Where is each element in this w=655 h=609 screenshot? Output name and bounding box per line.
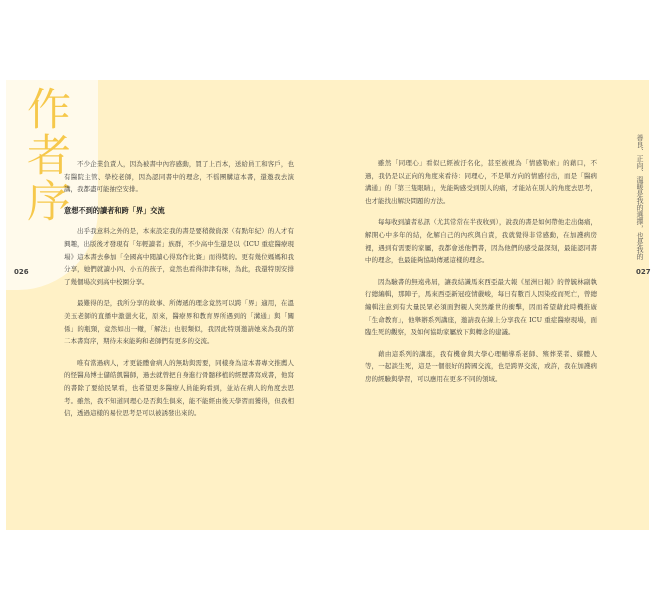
left-page [6,80,328,530]
paragraph: 雖然「同理心」看似已經被汙名化，甚至被視為「情感勒索」的藉口，不過，我仍是以正向的角度來看待：同理心，不是單方向的情感付出，而是「醫病溝通」的「第三隻眼睛」，先能夠感受到別人的痛，才能站在別人的角度去思考，也才能找出解決問題的方法。 [365,159,597,205]
left-body-text [64,158,294,429]
page-number-right: 027 [636,268,651,276]
paragraph: 唯有當過病人，才更能體會病人的無助與需要，同樣身為這本書專文推薦人的怪醫烏博士儲皓凱醫師，過去就曾把自身進行骨髓移植的經歷書寫成書，他寫的書除了要給民眾看，也希望更多醫療人員能夠看到，並站在病人的角度去思考。雖然，我不知道同理心是否與生俱來，能不能經由後天學習而獲得，但我相信，透過這樣的易位思考是可以被誘發出來的。 [64,358,294,418]
paragraph: 每每收到讀者私訊（尤其常常在半夜收到），說我的書是如何帶他走出傷痛，解開心中多年的結，化解自己的內疚與自責，我就覺得非常感動，在加護病房裡，遇到有需要的家屬，我都會送他們書，因為他們的感受最深刻，最能認同書中的理念，也最能夠協助傳遞這樣的理念。 [365,218,597,265]
section-heading: 意想不到的讀者和跨「界」交流 [64,205,165,215]
paragraph: 不少企業負責人，因為被書中內容感動，買了上百本，送給員工和客戶，也有醫院主管、學校老師，因為認同書中的理念，不徭團購這本書，還邀我去演講，我都盡可能抽空安排。 [64,160,294,194]
page-number-left: 026 [14,268,29,276]
page-title: 作者序 [19,86,70,224]
paragraph: 最難得的是，我所分享的故事、所傳遞的理念竟然可以跨「界」適用，在溫美玉老師的直播中激盪火花，原來，醫療界和教育界所遇到的「溝通」與「關係」的瓶頸，竟然如出一轍，「解法」也很類似，我因此特別邀請她來為我的第二本書寫序，期待未來能夠和老師們有更多的交流。 [64,299,294,346]
paragraph: 因為驗書的無遠弗屆，讓我結識馬來西亞最大報《星洲日報》的曾毓林副執行總編輯，那陣子，馬來西亞新冠疫情嚴峻，每日有數百人因染疫而死亡，曾總編輯注意到有大量民眾必須面對親人突然離世的衝擊，因而希望藉此時機推廣「生命教育」，他舉辦系列講座，邀請我在線上分享我在 ICU 重症醫療現場，面臨生死的觀察，及如何協助家屬放下與轉念的建議。 [365,277,597,337]
right-body-text [365,157,597,395]
right-page [327,80,649,530]
paragraph: 出乎我意料之外的是，本來設定我的書是要稍微資深（有點年紀）的人才有興趣，出版後才發現有「年輕讀者」族群，不少高中生還是以《ICU 重症醫療現場》這本書去參加「全國高中閱讀心得寫作比賽」而得獎的。更有幾位媽媽和我分享，她們就讀小四、小五的孩子，竟然也看得津津有味，為此，我還特別安排了幾個場次到高中校園分享。 [64,227,294,286]
paragraph: 藉由這系列的講座，我有機會與大學心理輔導系老師、殯葬業者、媒體人等，一起談生死，這是一個很好的跨國交流，也是跨界交流，或許，我在加護病房的經驗與學習，可以應用在更多不同的領域。 [365,349,597,383]
side-quote: 善良、正向、溫暖是我的選擇，也是我的 [636,134,644,260]
